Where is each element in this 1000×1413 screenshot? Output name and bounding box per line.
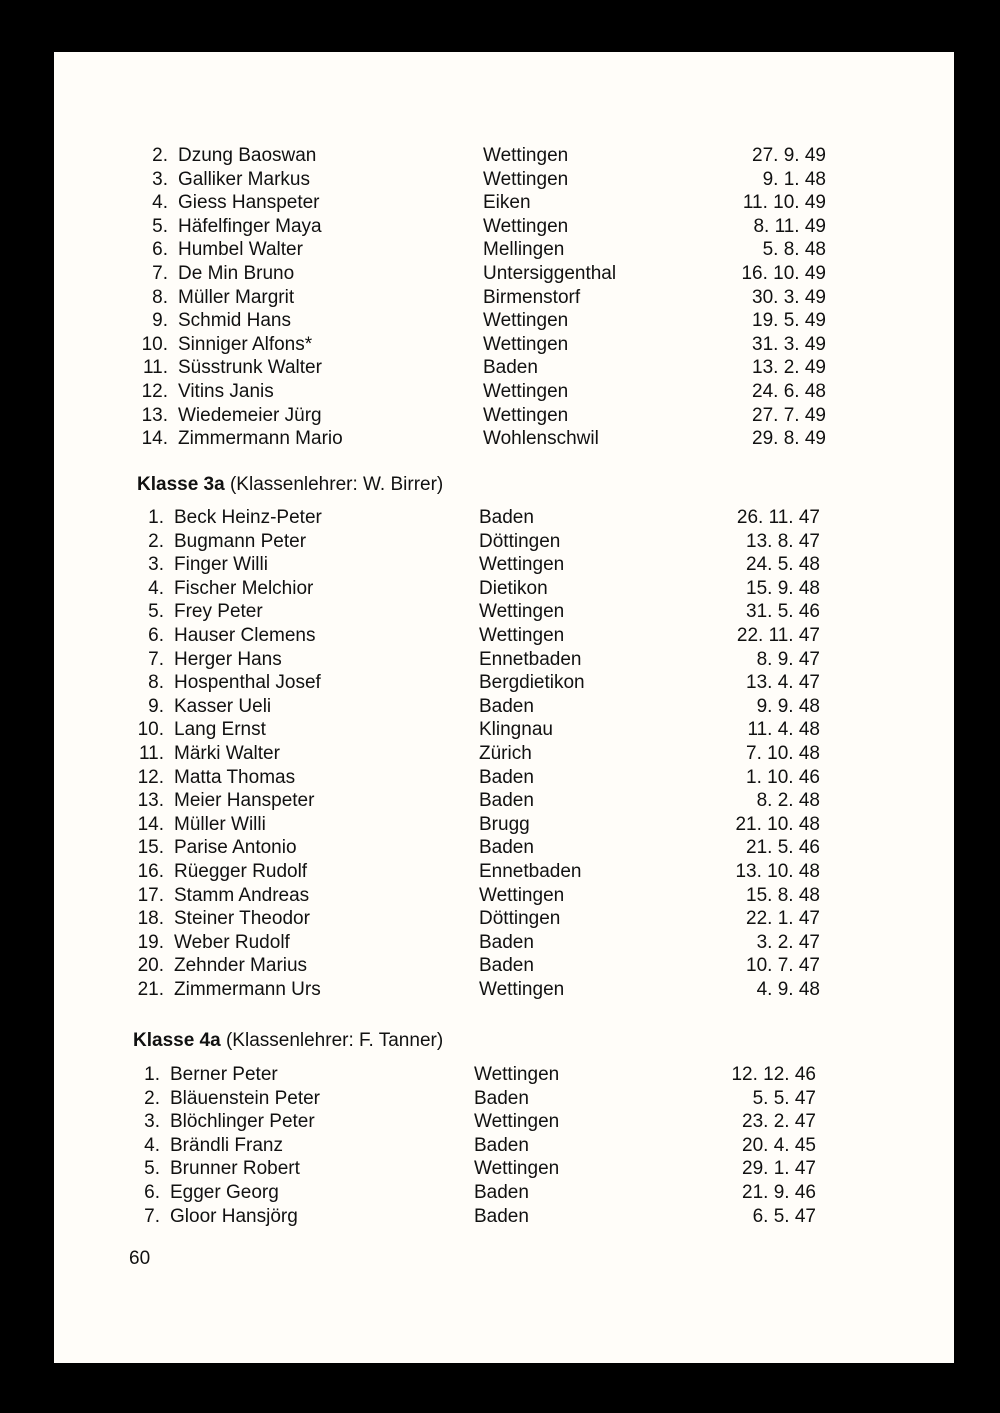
student-name: Zimmermann Urs bbox=[174, 978, 321, 1000]
student-birthdate: 8. 11. 49 bbox=[753, 215, 826, 237]
student-hometown: Baden bbox=[479, 790, 534, 812]
student-name: Häfelfinger Maya bbox=[178, 215, 322, 237]
student-birthdate: 30. 3. 49 bbox=[752, 286, 826, 308]
class-4a-teacher: (Klassenlehrer: F. Tanner) bbox=[225, 1030, 444, 1051]
student-name: Zimmermann Mario bbox=[178, 428, 343, 450]
student-birthdate: 5. 8. 48 bbox=[762, 239, 826, 261]
student-row bbox=[54, 836, 954, 860]
student-name: Meier Hanspeter bbox=[174, 790, 315, 812]
class-3a-title: Klasse 3a bbox=[137, 474, 225, 495]
student-row bbox=[54, 577, 954, 601]
student-name: Gloor Hansjörg bbox=[170, 1205, 298, 1227]
row-number: 1. bbox=[144, 1064, 160, 1085]
student-row bbox=[54, 1134, 954, 1158]
student-name: Finger Willi bbox=[174, 554, 268, 576]
student-row bbox=[54, 1205, 954, 1229]
student-name: Kasser Ueli bbox=[174, 695, 272, 717]
student-name: Hospenthal Josef bbox=[174, 672, 321, 694]
student-hometown: Mellingen bbox=[483, 239, 565, 261]
student-birthdate: 6. 5. 47 bbox=[752, 1205, 816, 1227]
row-number: 16. bbox=[137, 860, 164, 882]
row-number: 18. bbox=[137, 908, 164, 930]
student-name: Schmid Hans bbox=[178, 310, 291, 332]
student-hometown: Wettingen bbox=[479, 601, 565, 623]
student-name: Parise Antonio bbox=[174, 837, 297, 859]
student-hometown: Klingnau bbox=[479, 719, 553, 741]
student-birthdate: 29. 1. 47 bbox=[742, 1158, 816, 1180]
student-name: Märki Walter bbox=[174, 742, 280, 764]
student-row bbox=[54, 168, 954, 192]
student-row bbox=[54, 427, 954, 451]
row-number: 8. bbox=[148, 672, 164, 694]
student-hometown: Wettingen bbox=[479, 554, 565, 576]
student-name: Galliker Markus bbox=[178, 168, 310, 190]
row-number: 9. bbox=[148, 695, 164, 717]
student-birthdate: 3. 2. 47 bbox=[756, 931, 820, 953]
student-hometown: Untersiggenthal bbox=[483, 262, 617, 284]
row-number: 3. bbox=[144, 1111, 160, 1133]
row-number: 10. bbox=[137, 719, 164, 741]
class-3a-student-list bbox=[54, 506, 954, 1001]
student-hometown: Wohlenschwil bbox=[483, 428, 599, 450]
student-row bbox=[54, 1110, 954, 1134]
student-row bbox=[54, 530, 954, 554]
student-hometown: Baden bbox=[479, 695, 534, 717]
student-birthdate: 31. 5. 46 bbox=[746, 601, 820, 623]
student-birthdate: 27. 7. 49 bbox=[752, 404, 826, 426]
student-name: Sinniger Alfons* bbox=[178, 333, 313, 355]
row-number: 1. bbox=[148, 507, 164, 528]
student-row bbox=[54, 144, 954, 168]
student-hometown: Baden bbox=[479, 837, 534, 859]
row-number: 14. bbox=[137, 813, 164, 835]
row-number: 12. bbox=[141, 380, 168, 402]
student-row bbox=[54, 553, 954, 577]
student-row bbox=[54, 356, 954, 380]
student-hometown: Baden bbox=[474, 1205, 529, 1227]
row-number: 11. bbox=[142, 357, 168, 379]
row-number: 9. bbox=[152, 310, 168, 332]
student-birthdate: 19. 5. 49 bbox=[752, 310, 826, 332]
student-name: Bugmann Peter bbox=[174, 530, 307, 552]
row-number: 11. bbox=[138, 742, 164, 764]
class-4a-title: Klasse 4a bbox=[133, 1030, 221, 1051]
row-number: 7. bbox=[144, 1205, 160, 1227]
student-row bbox=[54, 215, 954, 239]
student-name: Humbel Walter bbox=[178, 239, 303, 261]
student-birthdate: 26. 11. 47 bbox=[736, 507, 820, 528]
student-name: Rüegger Rudolf bbox=[174, 860, 308, 882]
student-row bbox=[54, 978, 954, 1002]
row-number: 2. bbox=[152, 145, 168, 166]
student-hometown: Bergdietikon bbox=[479, 672, 585, 694]
student-name: Zehnder Marius bbox=[174, 955, 308, 977]
student-birthdate: 22. 1. 47 bbox=[746, 908, 820, 930]
student-name: Beck Heinz-Peter bbox=[174, 507, 322, 528]
student-birthdate: 13. 4. 47 bbox=[746, 672, 820, 694]
row-number: 12. bbox=[137, 766, 164, 788]
student-birthdate: 21. 5. 46 bbox=[746, 837, 820, 859]
student-hometown: Wettingen bbox=[479, 978, 565, 1000]
student-birthdate: 15. 9. 48 bbox=[746, 577, 820, 599]
student-name: Herger Hans bbox=[174, 648, 282, 670]
student-name: Berner Peter bbox=[170, 1064, 278, 1085]
student-hometown: Wettingen bbox=[483, 215, 569, 237]
student-birthdate: 5. 5. 47 bbox=[752, 1087, 816, 1109]
student-hometown: Baden bbox=[483, 357, 538, 379]
student-row bbox=[54, 380, 954, 404]
student-hometown: Wettingen bbox=[479, 884, 565, 906]
student-hometown: Ennetbaden bbox=[479, 648, 582, 670]
row-number: 6. bbox=[148, 624, 164, 646]
student-hometown: Baden bbox=[479, 507, 534, 528]
row-number: 4. bbox=[144, 1134, 160, 1156]
student-birthdate: 9. 9. 48 bbox=[756, 695, 820, 717]
student-row bbox=[54, 333, 954, 357]
student-birthdate: 12. 12. 46 bbox=[731, 1064, 816, 1085]
student-name: Dzung Baoswan bbox=[178, 145, 317, 166]
student-row bbox=[54, 907, 954, 931]
student-row bbox=[54, 789, 954, 813]
student-name: Brunner Robert bbox=[170, 1158, 300, 1180]
row-number: 15. bbox=[137, 837, 164, 859]
class-4a-student-list bbox=[54, 1063, 954, 1228]
row-number: 4. bbox=[148, 577, 164, 599]
student-hometown: Zürich bbox=[479, 742, 532, 764]
student-birthdate: 10. 7. 47 bbox=[746, 955, 820, 977]
student-name: Egger Georg bbox=[170, 1181, 279, 1203]
student-hometown: Wettingen bbox=[483, 310, 569, 332]
student-hometown: Döttingen bbox=[479, 908, 561, 930]
page-number: 60 bbox=[129, 1248, 151, 1269]
student-row bbox=[54, 309, 954, 333]
student-row bbox=[54, 931, 954, 955]
student-name: Müller Margrit bbox=[178, 286, 295, 308]
student-row bbox=[54, 191, 954, 215]
student-hometown: Wettingen bbox=[483, 333, 569, 355]
row-number: 21. bbox=[137, 978, 164, 1000]
student-birthdate: 8. 9. 47 bbox=[756, 648, 820, 670]
row-number: 13. bbox=[137, 790, 164, 812]
student-row bbox=[54, 648, 954, 672]
student-hometown: Eiken bbox=[483, 192, 531, 214]
student-name: Frey Peter bbox=[174, 601, 263, 623]
student-row bbox=[54, 671, 954, 695]
student-hometown: Wettingen bbox=[483, 168, 569, 190]
student-name: Matta Thomas bbox=[174, 766, 296, 788]
student-row bbox=[54, 695, 954, 719]
student-birthdate: 13. 10. 48 bbox=[735, 860, 820, 882]
row-number: 5. bbox=[144, 1158, 160, 1180]
student-name: Müller Willi bbox=[174, 813, 266, 835]
row-number: 17. bbox=[137, 884, 164, 906]
student-hometown: Wettingen bbox=[474, 1111, 560, 1133]
student-hometown: Baden bbox=[479, 766, 534, 788]
student-name: Giess Hanspeter bbox=[178, 192, 320, 214]
student-hometown: Ennetbaden bbox=[479, 860, 582, 882]
row-number: 7. bbox=[148, 648, 164, 670]
student-birthdate: 24. 5. 48 bbox=[746, 554, 820, 576]
student-row bbox=[54, 286, 954, 310]
student-birthdate: 4. 9. 48 bbox=[756, 978, 820, 1000]
student-row bbox=[54, 954, 954, 978]
student-name: Blöchlinger Peter bbox=[170, 1111, 315, 1133]
row-number: 5. bbox=[148, 601, 164, 623]
student-birthdate: 23. 2. 47 bbox=[742, 1111, 816, 1133]
student-row bbox=[54, 1063, 954, 1087]
student-birthdate: 24. 6. 48 bbox=[752, 380, 826, 402]
row-number: 4. bbox=[152, 192, 168, 214]
student-birthdate: 29. 8. 49 bbox=[752, 428, 826, 450]
student-birthdate: 22. 11. 47 bbox=[736, 624, 820, 646]
student-name: Stamm Andreas bbox=[174, 884, 310, 906]
student-name: Brändli Franz bbox=[170, 1134, 283, 1156]
student-name: Weber Rudolf bbox=[174, 931, 290, 953]
student-row bbox=[54, 860, 954, 884]
row-number: 2. bbox=[148, 530, 164, 552]
student-hometown: Baden bbox=[479, 931, 534, 953]
student-hometown: Wettingen bbox=[474, 1158, 560, 1180]
row-number: 8. bbox=[152, 286, 168, 308]
row-number: 14. bbox=[141, 428, 168, 450]
student-birthdate: 11. 10. 49 bbox=[742, 192, 826, 214]
student-name: Lang Ernst bbox=[174, 719, 266, 741]
student-birthdate: 27. 9. 49 bbox=[752, 145, 826, 166]
document-page bbox=[54, 52, 954, 1363]
student-row bbox=[54, 1157, 954, 1181]
student-hometown: Brugg bbox=[479, 813, 530, 835]
student-row bbox=[54, 600, 954, 624]
class-3a-heading bbox=[137, 473, 443, 497]
row-number: 13. bbox=[141, 404, 168, 426]
student-row bbox=[54, 1181, 954, 1205]
row-number: 3. bbox=[148, 554, 164, 576]
student-hometown: Baden bbox=[474, 1087, 529, 1109]
row-number: 3. bbox=[152, 168, 168, 190]
student-birthdate: 21. 9. 46 bbox=[742, 1181, 816, 1203]
student-hometown: Wettingen bbox=[474, 1064, 560, 1085]
row-number: 2. bbox=[144, 1087, 160, 1109]
student-birthdate: 13. 2. 49 bbox=[752, 357, 826, 379]
student-hometown: Wettingen bbox=[483, 380, 569, 402]
row-number: 19. bbox=[137, 931, 164, 953]
student-hometown: Baden bbox=[474, 1181, 529, 1203]
student-hometown: Baden bbox=[479, 955, 534, 977]
row-number: 10. bbox=[141, 333, 168, 355]
row-number: 6. bbox=[144, 1181, 160, 1203]
student-row bbox=[54, 813, 954, 837]
student-birthdate: 11. 4. 48 bbox=[747, 719, 820, 741]
student-birthdate: 20. 4. 45 bbox=[742, 1134, 816, 1156]
student-birthdate: 8. 2. 48 bbox=[756, 790, 820, 812]
student-birthdate: 13. 8. 47 bbox=[746, 530, 820, 552]
class-4a-heading bbox=[133, 1029, 443, 1053]
student-name: Hauser Clemens bbox=[174, 624, 316, 646]
class-3a-teacher: (Klassenlehrer: W. Birrer) bbox=[229, 474, 444, 495]
student-birthdate: 31. 3. 49 bbox=[752, 333, 826, 355]
student-name: Süsstrunk Walter bbox=[178, 357, 322, 379]
student-birthdate: 1. 10. 46 bbox=[746, 766, 820, 788]
row-number: 20. bbox=[137, 955, 164, 977]
student-list-continued bbox=[54, 144, 954, 451]
student-row bbox=[54, 718, 954, 742]
row-number: 6. bbox=[152, 239, 168, 261]
student-name: Wiedemeier Jürg bbox=[178, 404, 322, 426]
student-name: Steiner Theodor bbox=[174, 908, 310, 930]
student-name: Fischer Melchior bbox=[174, 577, 314, 599]
student-hometown: Dietikon bbox=[479, 577, 548, 599]
row-number: 7. bbox=[152, 262, 168, 284]
student-hometown: Wettingen bbox=[479, 624, 565, 646]
student-row bbox=[54, 262, 954, 286]
student-row bbox=[54, 766, 954, 790]
student-birthdate: 7. 10. 48 bbox=[746, 742, 820, 764]
student-hometown: Wettingen bbox=[483, 145, 569, 166]
student-name: Vitins Janis bbox=[178, 380, 274, 402]
row-number: 5. bbox=[152, 215, 168, 237]
student-birthdate: 16. 10. 49 bbox=[741, 262, 826, 284]
student-row bbox=[54, 238, 954, 262]
student-row bbox=[54, 884, 954, 908]
student-hometown: Birmenstorf bbox=[483, 286, 581, 308]
student-birthdate: 21. 10. 48 bbox=[735, 813, 820, 835]
student-row bbox=[54, 506, 954, 530]
student-row bbox=[54, 1087, 954, 1111]
student-row bbox=[54, 404, 954, 428]
student-row bbox=[54, 742, 954, 766]
student-birthdate: 9. 1. 48 bbox=[762, 168, 826, 190]
student-hometown: Wettingen bbox=[483, 404, 569, 426]
student-name: De Min Bruno bbox=[178, 262, 295, 284]
student-row bbox=[54, 624, 954, 648]
student-hometown: Döttingen bbox=[479, 530, 561, 552]
student-name: Bläuenstein Peter bbox=[170, 1087, 320, 1109]
student-birthdate: 15. 8. 48 bbox=[746, 884, 820, 906]
student-hometown: Baden bbox=[474, 1134, 529, 1156]
